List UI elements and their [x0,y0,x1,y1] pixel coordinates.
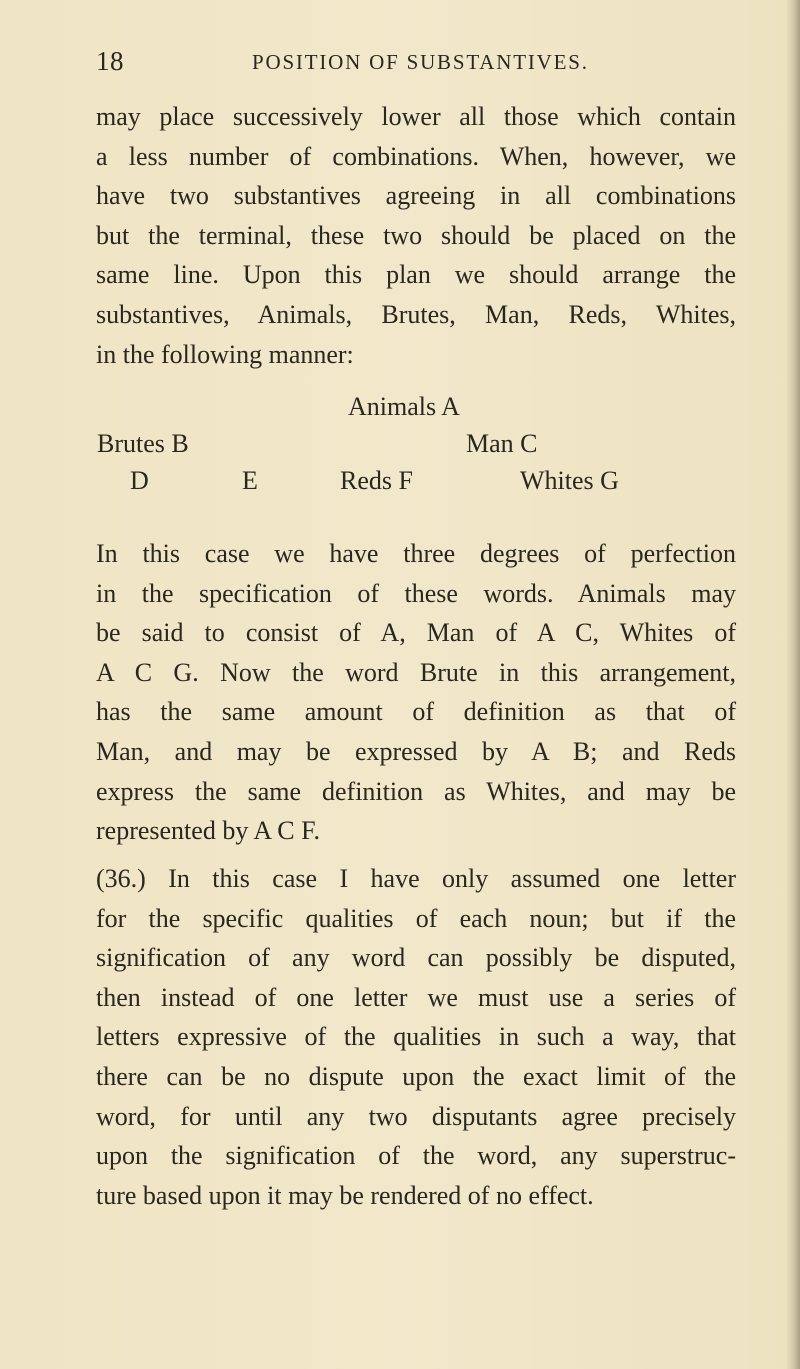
text-line: has the same amount of definition as that of [96,697,736,727]
text-line: represented by A C F. [96,816,320,846]
text-line: signification of any word can possibly be disputed, [96,943,736,973]
diagram-node-whites: Whites G [520,466,619,495]
text-line: ture based upon it may be rendered of no effect. [96,1180,594,1210]
text-line: but the terminal, these two should be placed on the [96,220,736,250]
running-head: POSITION OF SUBSTANTIVES. [252,50,589,74]
text-line: Man, and may be expressed by A B; and Reds [96,736,736,766]
diagram-node-man: Man C [466,429,538,458]
diagram-node-d: D [130,466,149,495]
text-line: then instead of one letter we must use a series of [96,982,736,1012]
paragraph-1 [96,97,736,374]
text-line: for the specific qualities of each noun; but if the [96,903,736,933]
text-line: be said to consist of A, Man of A C, Whites of [96,618,736,648]
text-line: express the same definition as Whites, and may be [96,776,736,806]
text-line: have two substantives agreeing in all combinations [96,181,736,211]
text-line: in the specification of these words. Animals may [96,578,736,608]
text-line: upon the signification of the word, any superstruc- [96,1141,736,1171]
page-number: 18 [96,46,124,76]
diagram-node-e: E [242,466,258,495]
diagram-node-brutes: Brutes B [97,429,189,458]
text-line: letters expressive of the qualities in such a way, that [96,1022,736,1052]
paragraph-3 [96,859,736,1215]
text-line: may place successively lower all those which contain [96,102,736,131]
diagram-node-animals: Animals A [348,392,460,421]
diagram-node-reds: Reds F [340,466,413,495]
page-edge-shadow [786,0,800,1369]
text-line: a less number of combinations. When, however, we [96,141,736,171]
paragraph-2 [96,534,736,851]
text-line: word, for until any two disputants agree precisely [96,1101,736,1131]
text-line: In this case we have three degrees of perfection [96,539,736,568]
text-line: (36.) In this case I have only assumed one letter [96,864,736,893]
text-line: substantives, Animals, Brutes, Man, Reds, Whites, [96,299,736,329]
page-header [96,46,736,80]
text-line: same line. Upon this plan we should arrange the [96,260,736,290]
text-line: there can be no dispute upon the exact limit of the [96,1061,736,1091]
text-line: in the following manner: [96,339,354,369]
text-line: A C G. Now the word Brute in this arrangement, [96,657,736,687]
